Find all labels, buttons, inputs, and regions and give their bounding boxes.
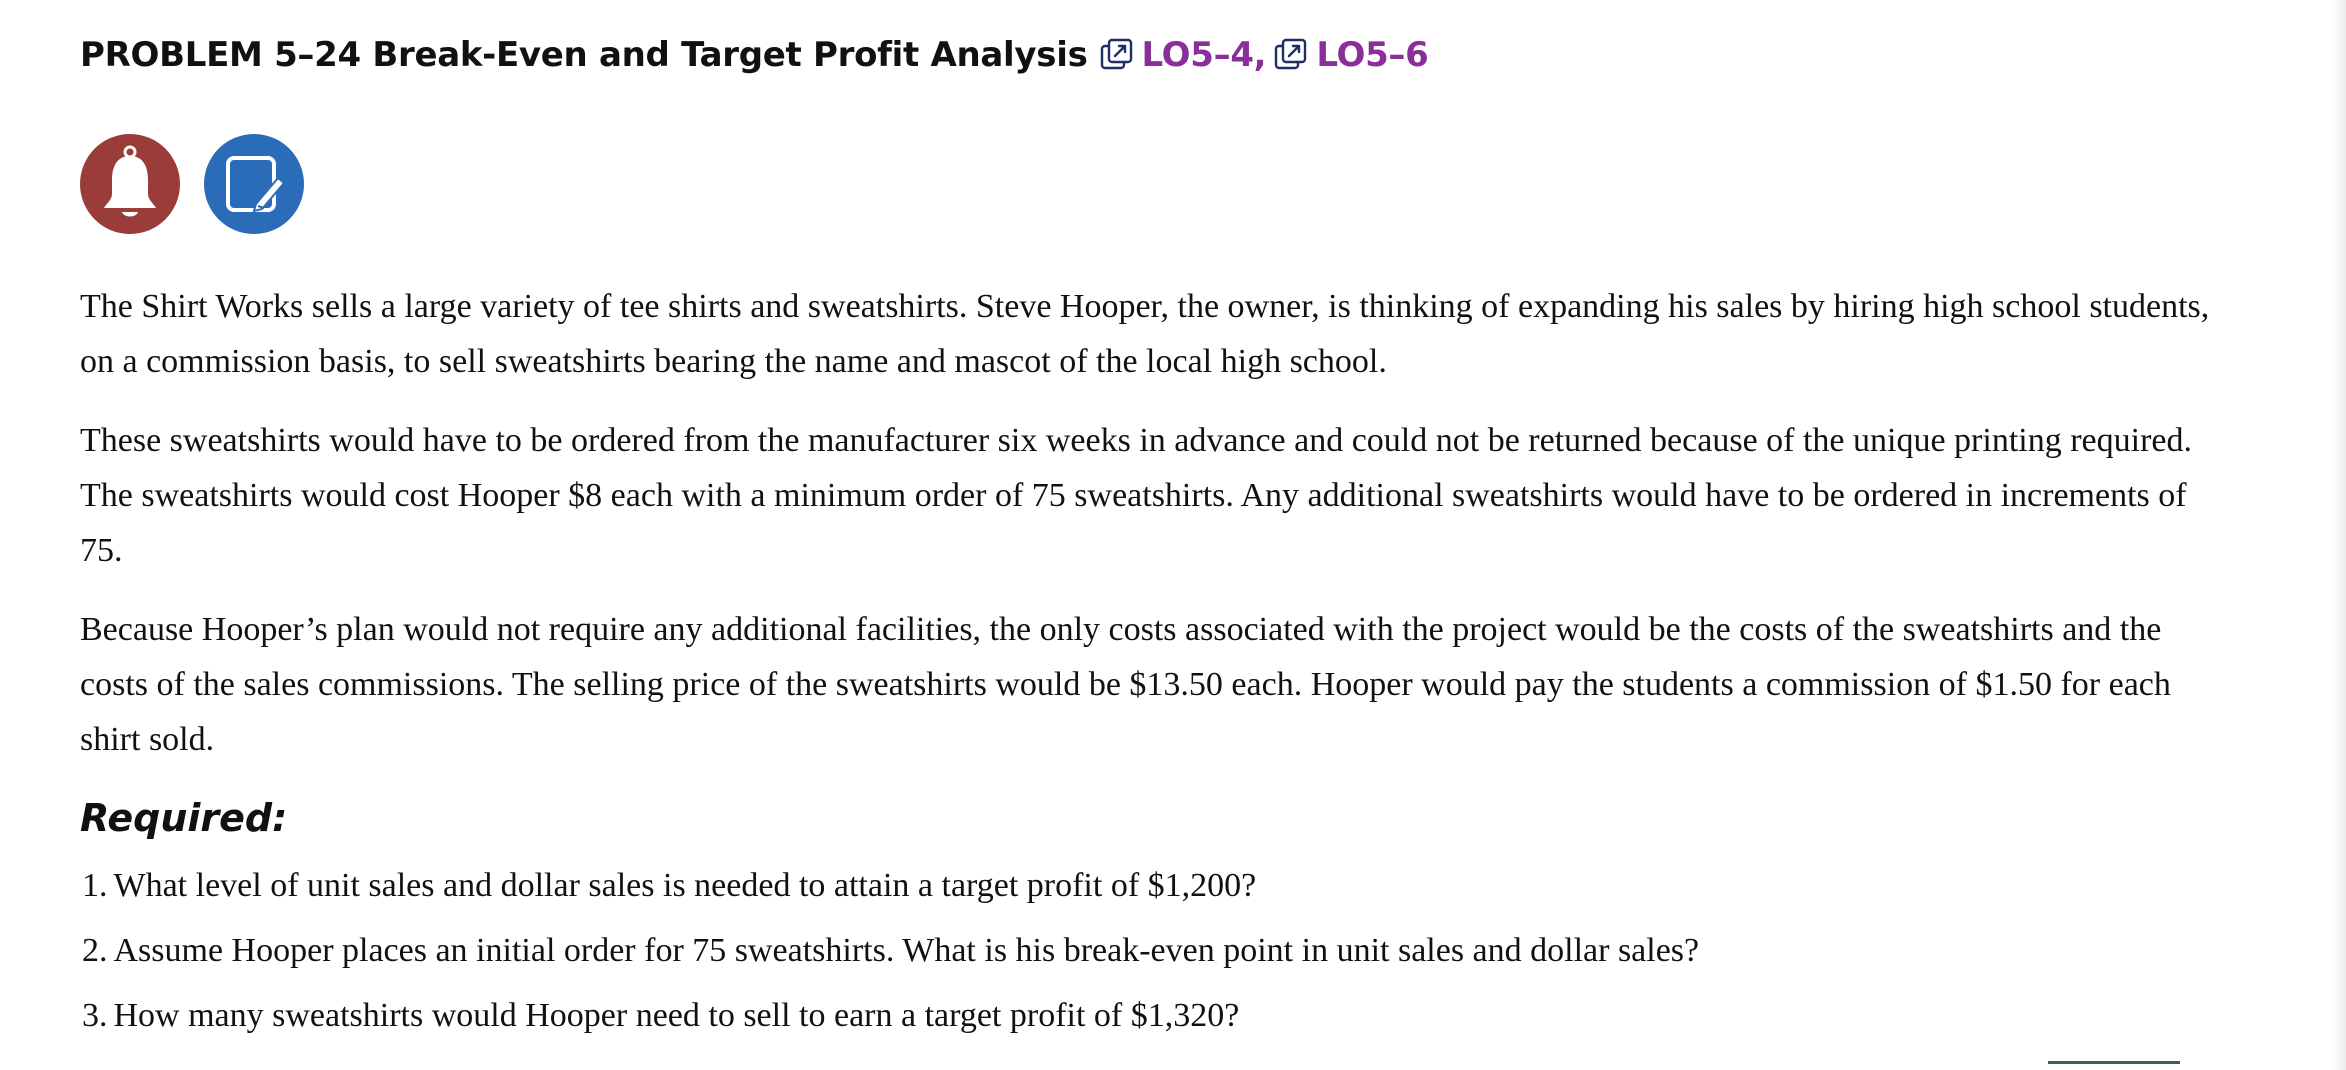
learning-objective-link-lo5-6[interactable] bbox=[1274, 35, 1428, 75]
external-link-icon bbox=[1100, 38, 1134, 72]
divider bbox=[2048, 1061, 2180, 1064]
question-number: 2. bbox=[82, 932, 108, 969]
problem-paragraph: The Shirt Works sells a large variety of tee shirts and sweatshirts. Steve Hooper, the owner, is thinking of expanding his sales by hiring high school students, on a commission basis, to sell sweatshirts bearing the name and mascot of the local high school. bbox=[80, 288, 2210, 380]
page-title: PROBLEM 5–24 Break-Even and Target Profit Analysis bbox=[80, 35, 1088, 75]
learning-objective-label: LO5–6 bbox=[1316, 35, 1429, 75]
problem-paragraph: Because Hooper’s plan would not require any additional facilities, the only costs associated with the project would be the costs of the sweatshirts and the costs of the sales commissions. The selling price of the sweatshirts would be $13.50 each. Hooper would pay the students a commission of $1.50 for each shirt sold. bbox=[80, 611, 2171, 758]
notebook-pen-icon[interactable] bbox=[204, 134, 304, 234]
problem-paragraph: These sweatshirts would have to be ordered from the manufacturer six weeks in advance and could not be returned because of the unique printing required. The sweatshirts would cost Hooper $8 each with a minimum order of 75 sweatshirts. Any additional sweatshirts would have to be ordered in increments of 75. bbox=[80, 422, 2192, 569]
question-item bbox=[82, 994, 1239, 1038]
learning-objective-link-lo5-4[interactable] bbox=[1100, 35, 1267, 75]
bell-icon[interactable] bbox=[80, 134, 180, 234]
question-text: Assume Hooper places an initial order for 75 sweatshirts. What is his break-even point in unit sales and dollar sales? bbox=[113, 932, 1700, 969]
question-number: 1. bbox=[82, 867, 108, 904]
learning-objective-label: LO5–4, bbox=[1141, 35, 1267, 75]
question-item bbox=[82, 929, 1699, 973]
problem-icons bbox=[80, 132, 328, 236]
question-text: How many sweatshirts would Hooper need to sell to earn a target profit of $1,320? bbox=[113, 997, 1240, 1034]
question-item bbox=[82, 864, 1256, 908]
problem-header bbox=[80, 30, 1428, 80]
question-text: What level of unit sales and dollar sales is needed to attain a target profit of $1,200? bbox=[113, 867, 1257, 904]
required-heading: Required: bbox=[80, 796, 288, 840]
external-link-icon bbox=[1274, 38, 1308, 72]
scrollbar-track[interactable] bbox=[2332, 0, 2346, 1070]
question-number: 3. bbox=[82, 997, 108, 1034]
